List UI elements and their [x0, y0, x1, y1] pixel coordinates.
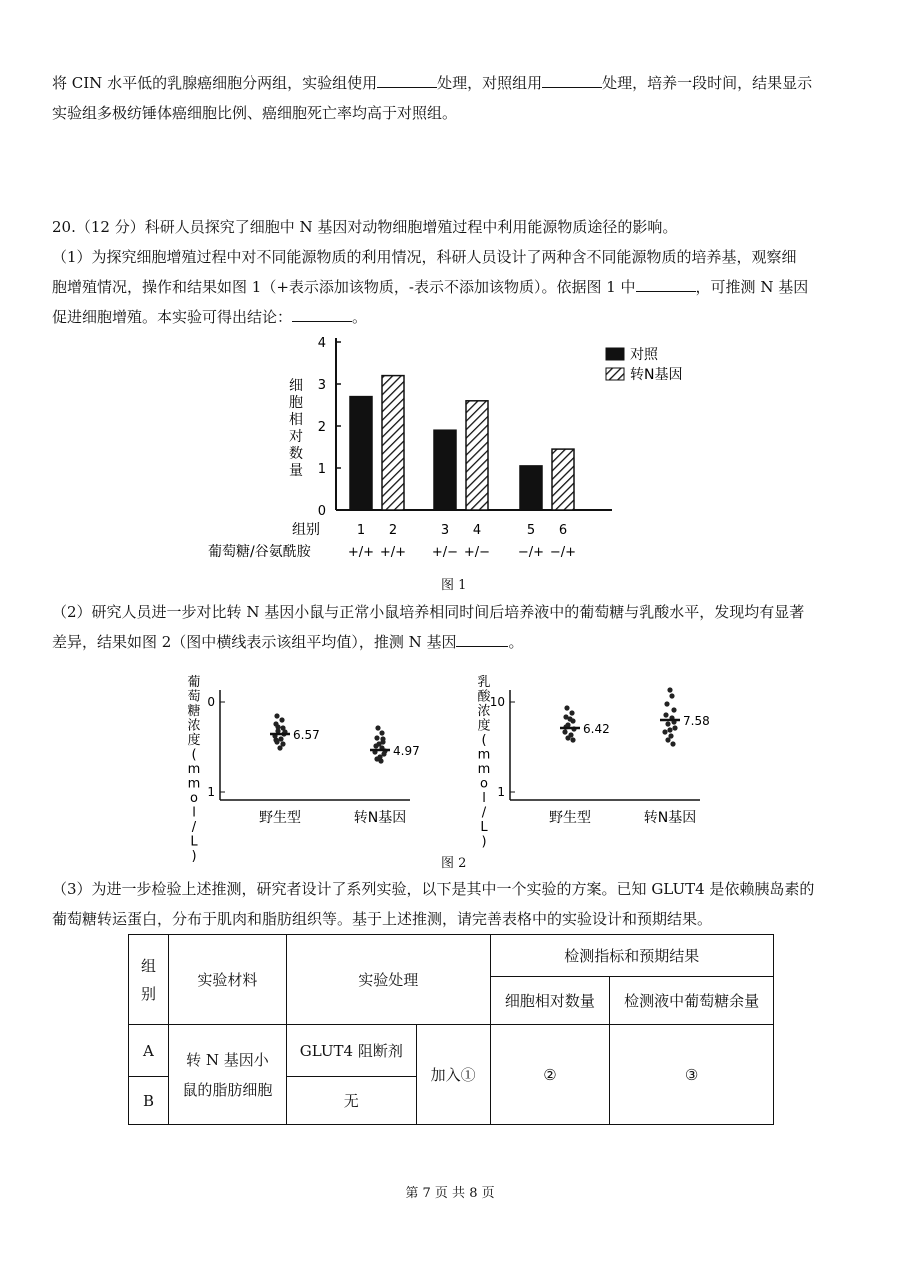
- mean-label: 4.97: [393, 744, 420, 758]
- y-axis-label-char: m: [187, 762, 201, 777]
- y-axis-label-char: /: [481, 805, 487, 821]
- data-point: [376, 741, 381, 746]
- y-axis-label-char: L: [480, 820, 488, 835]
- mean-label: 6.57: [293, 728, 320, 742]
- y-axis-label-char: o: [190, 791, 198, 806]
- question-text: 胞增殖情况，操作和结果如图 1（+表示添加该物质，-表示不添加该物质）。依据图 1 中: [52, 278, 636, 296]
- bar-transgenic: [552, 449, 574, 510]
- y-axis-label-char: 量: [289, 463, 303, 479]
- row-label-condition: 葡萄糖/谷氨酰胺: [208, 544, 311, 560]
- y-tick-label: 0: [317, 504, 326, 519]
- category-label: 转N基因: [643, 810, 697, 826]
- material-cell: 转 N 基因小鼠的脂肪细胞: [168, 1025, 286, 1125]
- blank-3: ③: [610, 1025, 774, 1125]
- intro-text: 实验组多极纺锤体癌细胞比例、癌细胞死亡率均高于对照组。: [52, 104, 458, 122]
- y-axis-label-char: /: [191, 820, 197, 835]
- row-b-label: B: [129, 1077, 169, 1125]
- y-axis-label-char: (: [481, 733, 487, 748]
- condition-label: +/−: [431, 545, 459, 560]
- header-glucose-remaining: 检测液中葡萄糖余量: [610, 977, 774, 1025]
- group-number: 2: [388, 523, 398, 538]
- bar-transgenic: [382, 376, 404, 510]
- question-part-3: [52, 874, 852, 934]
- y-axis-label-char: 度: [477, 718, 491, 734]
- answer-blank: [542, 72, 602, 88]
- figure1-chart: [200, 330, 720, 566]
- data-point: [279, 717, 284, 722]
- experiment-table: [128, 934, 774, 1125]
- data-point: [274, 713, 279, 718]
- data-point: [378, 758, 383, 763]
- question-text: 葡萄糖转运蛋白，分布于肌肉和脂肪组织等。基于上述推测，请完善表格中的实验设计和预期结果。: [52, 910, 713, 928]
- question-title: 20.（12 分）科研人员探究了细胞中 N 基因对动物细胞增殖过程中利用能源物质途径的影响。: [52, 218, 678, 236]
- question-part-2: [52, 597, 852, 657]
- treat-a: GLUT4 阻断剂: [286, 1025, 416, 1077]
- question-text: 促进细胞增殖。本实验可得出结论：: [52, 308, 293, 326]
- y-axis-label-char: 相: [289, 412, 303, 428]
- y-tick-label: 0: [207, 695, 215, 709]
- y-axis-label-char: l: [482, 791, 486, 806]
- data-point: [570, 737, 575, 742]
- group-number: 1: [356, 523, 366, 538]
- category-label: 野生型: [259, 810, 301, 826]
- category-label: 转N基因: [353, 810, 407, 826]
- row-a-label: A: [129, 1025, 169, 1077]
- data-point: [663, 712, 668, 717]
- y-tick-label: 3: [317, 378, 326, 393]
- y-axis-label-char: 对: [289, 429, 303, 445]
- intro-text: 处理，培养一段时间，结果显示: [602, 74, 813, 92]
- y-axis-label-char: m: [187, 776, 201, 792]
- legend-label-control: 对照: [630, 347, 658, 363]
- question-text: （1）为探究细胞增殖过程中对不同能源物质的利用情况，科研人员设计了两种含不同能源物质的培养基，观察细: [52, 248, 797, 266]
- blank-2: ②: [490, 1025, 610, 1125]
- header-treatment: 实验处理: [286, 935, 490, 1025]
- data-point: [667, 727, 672, 732]
- condition-label: +/+: [379, 545, 407, 560]
- data-point: [665, 721, 670, 726]
- y-tick-label: 2: [317, 420, 326, 435]
- y-tick-label: 1: [497, 785, 505, 799]
- y-axis-label-char: 度: [187, 733, 201, 748]
- legend-label-transgenic: 转N基因: [630, 367, 683, 383]
- data-point: [277, 745, 282, 750]
- y-axis-label-char: m: [477, 762, 491, 777]
- legend-swatch-transgenic: [606, 368, 624, 380]
- legend-swatch-control: [606, 348, 624, 360]
- data-point: [273, 737, 278, 742]
- answer-blank: [377, 72, 437, 88]
- y-tick-label: 1: [317, 462, 326, 477]
- y-axis-label-char: 浓: [477, 704, 491, 719]
- question-text: （2）研究人员进一步对比转 N 基因小鼠与正常小鼠培养相同时间后培养液中的葡萄糖与乳酸水平，发现均有显著: [52, 603, 805, 621]
- condition-label: −/+: [517, 545, 545, 560]
- mean-label: 7.58: [683, 714, 710, 728]
- y-axis-label-char: m: [477, 747, 491, 763]
- question-text: 差异，结果如图 2（图中横线表示该组平均值），推测 N 基因: [52, 633, 457, 651]
- data-point: [569, 710, 574, 715]
- data-point: [275, 724, 280, 729]
- bar-control: [350, 397, 372, 510]
- data-point: [665, 737, 670, 742]
- y-axis-label-char: 数: [289, 446, 303, 462]
- y-axis-label-char: l: [192, 805, 196, 821]
- question-20: [52, 212, 852, 332]
- data-point: [662, 729, 667, 734]
- data-point: [375, 725, 380, 730]
- y-axis-label-char: 葡: [187, 675, 201, 690]
- treat-b: 无: [286, 1077, 416, 1125]
- y-axis-label-char: 酸: [477, 689, 491, 705]
- answer-blank: [456, 631, 508, 647]
- answer-blank: [292, 306, 352, 322]
- data-point: [379, 730, 384, 735]
- group-number: 5: [526, 523, 536, 538]
- data-point: [562, 729, 567, 734]
- y-axis-label-char: o: [480, 776, 488, 792]
- y-tick-label: 4: [317, 336, 326, 351]
- y-axis-label-char: 萄: [187, 689, 201, 705]
- data-point: [669, 693, 674, 698]
- page-footer: 第 7 页 共 8 页: [405, 1186, 495, 1201]
- y-axis-label-char: 乳: [477, 675, 491, 690]
- add-blank-1: 加入①: [416, 1025, 490, 1125]
- question-text: 。: [508, 633, 524, 651]
- group-number: 4: [472, 523, 482, 538]
- header-material: 实验材料: [168, 935, 286, 1025]
- bar-transgenic: [466, 401, 488, 510]
- row-label-group: 组别: [292, 522, 320, 538]
- y-axis-label-char: L: [190, 834, 198, 850]
- intro-text: 处理，对照组用: [437, 74, 543, 92]
- data-point: [380, 736, 385, 741]
- question-text: ，可推测 N 基因: [695, 278, 809, 296]
- header-group: 组别: [129, 935, 169, 1025]
- question-text: 。: [352, 308, 368, 326]
- y-axis-label-char: 浓: [187, 718, 201, 734]
- header-cell-count: 细胞相对数量: [490, 977, 610, 1025]
- y-axis-label-char: 糖: [187, 704, 201, 719]
- y-axis-label-char: ): [191, 849, 197, 864]
- condition-label: +/+: [347, 545, 375, 560]
- data-point: [667, 687, 672, 692]
- group-number: 3: [440, 523, 450, 538]
- y-axis-label-char: 细: [289, 378, 303, 394]
- data-point: [567, 716, 572, 721]
- data-point: [374, 735, 379, 740]
- y-axis-label-char: ): [481, 834, 487, 850]
- data-point: [670, 741, 675, 746]
- condition-label: +/−: [463, 545, 491, 560]
- data-point: [565, 735, 570, 740]
- bar-control: [434, 430, 456, 510]
- question-text: （3）为进一步检验上述推测，研究者设计了系列实验，以下是其中一个实验的方案。已知 GLUT4 是依赖胰岛素的: [52, 880, 815, 898]
- bar-control: [520, 466, 542, 510]
- group-number: 6: [558, 523, 568, 538]
- answer-blank: [636, 276, 696, 292]
- data-point: [564, 705, 569, 710]
- data-point: [671, 707, 676, 712]
- y-axis-label-char: (: [191, 747, 197, 763]
- mean-label: 6.42: [583, 722, 610, 736]
- y-tick-label: 1: [207, 785, 215, 799]
- y-axis-label-char: 胞: [289, 395, 303, 411]
- intro-text: 将 CIN 水平低的乳腺癌细胞分两组，实验组使用: [52, 74, 378, 92]
- intro-paragraph: [52, 68, 852, 128]
- figure1-caption: 图 1: [441, 578, 467, 593]
- data-point: [664, 701, 669, 706]
- header-results: 检测指标和预期结果: [490, 935, 773, 977]
- y-tick-label: 10: [489, 695, 505, 709]
- category-label: 野生型: [549, 810, 591, 826]
- figure2-caption: 图 2: [441, 856, 467, 871]
- condition-label: −/+: [549, 545, 577, 560]
- data-point: [672, 725, 677, 730]
